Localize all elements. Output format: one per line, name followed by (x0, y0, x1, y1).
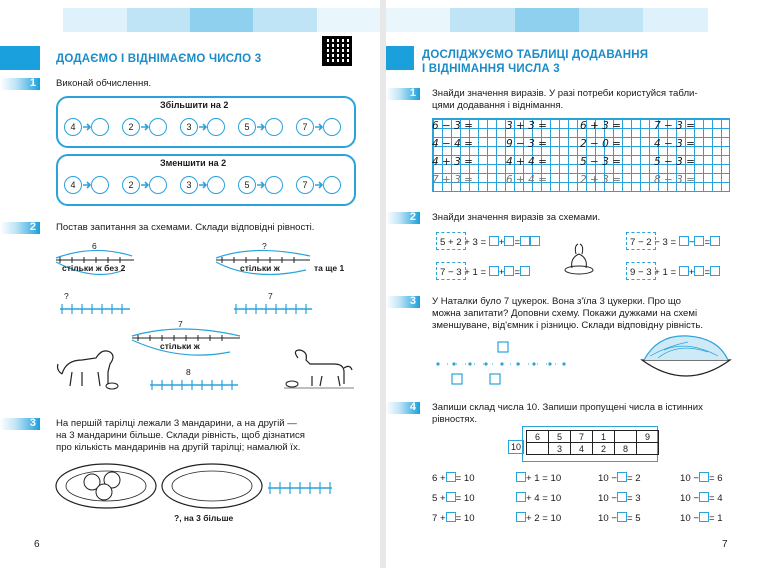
decrease-start-value: 3 (180, 176, 198, 194)
increase-label: Збільшити на 2 (160, 100, 229, 110)
page-number: 7 (722, 539, 728, 550)
task3-line-1: У Наталки було 7 цукерок. Вона з'їла 3 цукерки. Про що (432, 296, 682, 307)
frog-illustration (564, 240, 594, 276)
arrow-right-icon (199, 181, 207, 189)
grid-equation: 9 − 3 = (506, 138, 547, 150)
task4-equation (680, 492, 723, 504)
decrease-start-value: 4 (64, 176, 82, 194)
composition-table[interactable] (526, 430, 659, 455)
equation-part: = 10 (455, 473, 475, 484)
equation-part: 10 − (680, 473, 699, 484)
answer-box[interactable] (446, 472, 456, 482)
task3-line-2: можна запитати? Доповни схему. Покажи дужками на схемі (432, 308, 698, 319)
grid-equation: 7 + 3 = (432, 174, 473, 186)
grid-equation: 8 − 3 = (654, 174, 695, 186)
arrow-right-icon (141, 181, 149, 189)
answer-box[interactable] (679, 266, 689, 276)
scheme-a-label: стільки ж без 2 (62, 263, 126, 273)
increase-start-value: 3 (180, 118, 198, 136)
grid-equation: 4 − 4 = (432, 138, 473, 150)
scheme-3-left: 7 − 3 (440, 267, 462, 278)
task4-line-1: Запиши склад числа 10. Запиши пропущені числа в істинних (432, 402, 703, 413)
plate-caption: ?, на 3 більше (174, 513, 234, 523)
equation-part: = 4 (708, 493, 723, 504)
task4-equation (516, 472, 561, 484)
equation-part: 10 − (680, 513, 699, 524)
answer-box[interactable] (694, 266, 704, 276)
task1-text: Виконай обчислення. (56, 78, 152, 89)
task-number-4: 4 (386, 402, 420, 414)
increase-start-value: 4 (64, 118, 82, 136)
title-marker (0, 46, 40, 70)
composition-top-cell: 9 (637, 431, 659, 443)
task4-equation (432, 492, 475, 504)
scheme-b-label: стільки ж (240, 263, 280, 273)
arrow-right-icon (83, 123, 91, 131)
dog-right-illustration (284, 346, 354, 390)
scheme-c-label: стільки ж (160, 341, 200, 351)
grid-equation: 2 − 0 = (580, 138, 621, 150)
task4-line-2: рівностях. (432, 414, 478, 425)
task4-equation (680, 472, 723, 484)
task3-line-3: про кількість мандаринів на другій тарілці; намалюй їх. (56, 442, 301, 453)
task4-equation (598, 512, 641, 524)
task-number-1: 1 (386, 88, 420, 100)
answer-box[interactable] (694, 236, 704, 246)
composition-top-cell: 1 (593, 431, 615, 443)
composition-top-cell: 7 (571, 431, 593, 443)
title-marker (386, 46, 414, 70)
answer-box[interactable] (617, 512, 627, 522)
page-number: 6 (34, 539, 40, 550)
scheme-c-ruler (150, 378, 240, 392)
task2-text: Знайди значення виразів за схемами. (432, 212, 601, 223)
top-decor-stripes (386, 8, 772, 32)
composition-top-cell: 6 (527, 431, 549, 443)
task-number-2: 2 (386, 212, 420, 224)
decrease-start-value: 2 (122, 176, 140, 194)
scheme-2-right: − 3 = (654, 237, 677, 248)
task-number-3: 3 (386, 296, 420, 308)
decrease-start-value: 5 (238, 176, 256, 194)
top-decor-stripes (0, 8, 380, 32)
left-page (0, 0, 380, 568)
task4-equation (432, 472, 475, 484)
task-number-1: 1 (0, 78, 40, 90)
grid-equation: 7 − 3 = (654, 120, 695, 132)
decrease-answer-circle[interactable] (265, 176, 283, 194)
composition-bottom-cell[interactable] (527, 443, 549, 455)
task3-ruler (268, 480, 334, 496)
scheme-3-right: + 1 = (464, 267, 487, 278)
arrow-right-icon (257, 123, 265, 131)
increase-answer-circle[interactable] (323, 118, 341, 136)
task-number-3: 3 (0, 418, 40, 430)
scheme-2-left: 7 − 2 (630, 237, 652, 248)
task1-line-1: Знайди значення виразів. У разі потреби користуйся табли- (432, 88, 698, 99)
scheme-c-bottom: 8 (186, 367, 191, 377)
answer-box[interactable] (446, 512, 456, 522)
scheme-b-top: ? (262, 241, 267, 251)
task4-equation (516, 512, 561, 524)
page-title-line-2: І ВІДНІМАННЯ ЧИСЛА 3 (422, 63, 560, 75)
composition-top-cell: 5 (549, 431, 571, 443)
composition-bottom-cell: 3 (549, 443, 571, 455)
grid-equation: 6 + 4 = (506, 174, 547, 186)
increase-answer-circle[interactable] (91, 118, 109, 136)
answer-box[interactable] (520, 266, 530, 276)
equation-part: = 6 (708, 473, 723, 484)
scheme-4-left: 9 − 3 (630, 267, 652, 278)
scheme-1: 5 + 2 + 3 = + = (440, 236, 540, 248)
grid-equation: 6 − 3 = (432, 120, 473, 132)
dog-left-illustration (52, 344, 122, 390)
task4-equation (680, 512, 723, 524)
grid-equation: 5 − 3 = (654, 156, 695, 168)
candy-bowl-illustration (638, 332, 734, 388)
grid-equation: 5 − 3 = (580, 156, 621, 168)
scheme-a-ruler (60, 302, 132, 316)
decrease-label: Зменшити на 2 (160, 158, 227, 168)
arrow-right-icon (257, 181, 265, 189)
arrow-right-icon (141, 123, 149, 131)
task4-equation (432, 512, 475, 524)
grid-equation: 2 + 3 = (580, 174, 621, 186)
scheme-b-bottom: 7 (268, 291, 273, 301)
scheme-4: 9 − 3 + 1 = + = (630, 266, 720, 278)
equation-part: 5 + (432, 493, 446, 504)
equation-part: = 5 (626, 513, 641, 524)
task4-equation (598, 492, 641, 504)
grid-equation: 6 + 3 = (580, 120, 621, 132)
increase-start-value: 5 (238, 118, 256, 136)
decrease-start-value: 7 (296, 176, 314, 194)
grid-equation: 4 + 4 = (506, 156, 547, 168)
scheme-1-left: 5 + 2 (440, 237, 462, 248)
answer-box[interactable] (617, 492, 627, 502)
answer-box[interactable] (699, 512, 709, 522)
composition-bottom-cell[interactable] (637, 443, 659, 455)
task2-text: Постав запитання за схемами. Склади відповідні рівності. (56, 222, 315, 233)
scheme-a-question: ? (64, 291, 69, 301)
right-page (386, 0, 772, 568)
arrow-right-icon (199, 123, 207, 131)
answer-box[interactable] (504, 236, 514, 246)
equation-part: = 10 (455, 513, 475, 524)
composition-bottom-cell: 4 (571, 443, 593, 455)
answer-box[interactable] (710, 236, 720, 246)
scheme-1-right: + 3 = (464, 237, 487, 248)
answer-box[interactable] (489, 266, 499, 276)
equation-part: = 10 (455, 493, 475, 504)
scheme-2: 7 − 2 − 3 = − = (630, 236, 720, 248)
answer-box[interactable] (516, 472, 526, 482)
equation-part: + 2 = 10 (526, 513, 562, 524)
task3-line-3: зменшуване, від'ємник і різницю. Склади відповідну рівність. (432, 320, 703, 331)
increase-answer-circle[interactable] (207, 118, 225, 136)
equation-part: + 1 = 10 (526, 473, 562, 484)
grid-equation: 4 + 3 = (432, 156, 473, 168)
equation-part: 10 − (680, 493, 699, 504)
task3-line-1: На першій тарілці лежали 3 мандарини, а на другій — (56, 418, 297, 429)
composition-bottom-cell: 2 (593, 443, 615, 455)
answer-box[interactable] (516, 492, 526, 502)
equation-part: = 3 (626, 493, 641, 504)
scheme-b-ruler (234, 302, 314, 316)
answer-box[interactable] (699, 472, 709, 482)
scheme-3: 7 − 3 + 1 = + = (440, 266, 530, 278)
answer-box[interactable] (699, 492, 709, 502)
decrease-answer-circle[interactable] (323, 176, 341, 194)
plate-2 (160, 462, 264, 512)
equation-part: 7 + (432, 513, 446, 524)
composition-bottom-cell: 8 (615, 443, 637, 455)
task4-equation (516, 492, 561, 504)
answer-box[interactable] (446, 492, 456, 502)
decrease-answer-circle[interactable] (91, 176, 109, 194)
equation-part: + 4 = 10 (526, 493, 562, 504)
task4-equation (598, 472, 641, 484)
scheme-b-suffix: та ще 1 (314, 263, 345, 273)
qr-code[interactable] (322, 36, 352, 66)
answer-box[interactable] (679, 236, 689, 246)
answer-box[interactable] (516, 512, 526, 522)
answer-box[interactable] (520, 236, 530, 246)
answer-box[interactable] (617, 472, 627, 482)
arrow-right-icon (315, 123, 323, 131)
page-title-line-1: ДОСЛІДЖУЄМО ТАБЛИЦІ ДОДАВАННЯ (422, 49, 649, 61)
number-ten-box: 10 (508, 440, 524, 454)
equation-part: 10 − (598, 513, 617, 524)
composition-top-cell[interactable] (615, 431, 637, 443)
increase-start-value: 7 (296, 118, 314, 136)
scheme-4-right: + 1 = (654, 267, 677, 278)
task3-line-2: на 3 мандарини більше. Склади рівність, щоб дізнатися (56, 430, 305, 441)
increase-answer-circle[interactable] (149, 118, 167, 136)
answer-box[interactable] (504, 266, 514, 276)
answer-box[interactable] (530, 236, 540, 246)
answer-box[interactable] (489, 236, 499, 246)
scheme-a-top: 6 (92, 241, 97, 251)
task1-line-2: цями додавання і віднімання. (432, 100, 564, 111)
arrow-right-icon (315, 181, 323, 189)
decrease-answer-circle[interactable] (149, 176, 167, 194)
task-number-2: 2 (0, 222, 40, 234)
grid-equation: 4 − 3 = (654, 138, 695, 150)
arrow-right-icon (83, 181, 91, 189)
equation-part: 10 − (598, 473, 617, 484)
task3-scheme[interactable] (434, 340, 584, 388)
answer-box[interactable] (710, 266, 720, 276)
equation-part: = 2 (626, 473, 641, 484)
plate-1 (54, 462, 158, 512)
decrease-answer-circle[interactable] (207, 176, 225, 194)
increase-answer-circle[interactable] (265, 118, 283, 136)
page-title: ДОДАЄМО І ВІДНІМАЄМО ЧИСЛО 3 (56, 53, 262, 65)
grid-equation: 3 + 3 = (506, 120, 547, 132)
equation-part: = 1 (708, 513, 723, 524)
increase-start-value: 2 (122, 118, 140, 136)
scheme-c-top: 7 (178, 319, 183, 329)
equation-part: 6 + (432, 473, 446, 484)
equation-part: 10 − (598, 493, 617, 504)
